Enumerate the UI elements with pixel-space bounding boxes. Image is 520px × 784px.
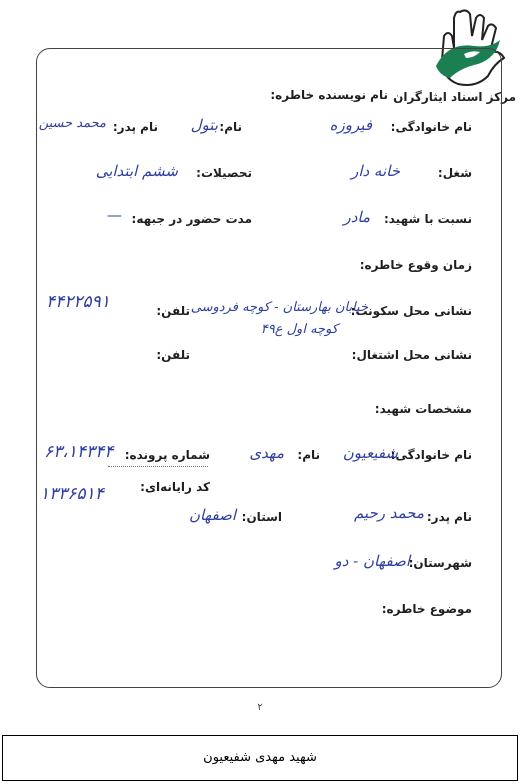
front-duration-value: — <box>107 206 122 224</box>
computer-code-value: ۱۳۳۶۵۱۴ <box>40 484 104 504</box>
relation-label: نسبت با شهید: <box>383 212 472 226</box>
memory-subject-label: موضوع خاطره: <box>381 602 472 616</box>
logo-text: مرکز اسناد ایثارگران <box>393 90 516 104</box>
narrator-father-value: محمد حسین <box>38 116 106 131</box>
education-value: ششم ابتدایی <box>95 162 178 180</box>
narrator-name-value: بتول <box>190 116 218 134</box>
martyr-family-value: شفیعیون <box>342 444 398 462</box>
martyr-father-value: محمد رحیم <box>353 504 424 522</box>
narrator-family-label: نام خانوادگی: <box>390 120 472 134</box>
education-label: تحصیلات: <box>196 166 252 180</box>
city-label: شهرستان: <box>408 556 472 570</box>
province-value: اصفهان <box>189 506 236 524</box>
computer-code-label: کد رایانه‌ای: <box>140 480 210 494</box>
form-frame <box>36 48 502 688</box>
narrator-label: نام نویسنده خاطره: <box>270 88 388 102</box>
martyr-father-label: نام پدر: <box>426 510 472 524</box>
relation-value: مادر <box>343 208 370 226</box>
front-duration-label: مدت حضور در جبهه: <box>131 212 252 226</box>
phone-value-1: ۴۴۲۲۵۹۱ <box>46 292 110 312</box>
martyr-name-label: نام: <box>297 448 320 462</box>
job-label: شغل: <box>437 166 472 180</box>
job-value: خانه دار <box>351 162 400 180</box>
page-number: ۲ <box>257 702 263 713</box>
province-label: استان: <box>241 510 282 524</box>
martyr-section-label: مشخصات شهید: <box>374 402 472 416</box>
caption-box <box>2 735 518 781</box>
city-value: اصفهان - دو <box>334 552 410 570</box>
phone-label-2: تلفن: <box>156 348 190 362</box>
file-number-line <box>108 466 208 467</box>
work-label: نشانی محل اشتغال: <box>351 348 472 362</box>
file-number-value: ۶۳،۱۴۳۴۴ <box>44 442 114 462</box>
martyr-family-label: نام خانوادگی: <box>390 448 472 462</box>
residence-value-2: کوچه اول ع۴۹ <box>260 322 338 337</box>
residence-value-1: خیابان بهارستان - کوچه فردوسی <box>190 300 368 315</box>
narrator-name-label: نام: <box>219 120 242 134</box>
phone-label-1: تلفن: <box>156 304 190 318</box>
file-number-label: شماره پرونده: <box>124 448 210 462</box>
narrator-family-value: فیروزه <box>329 116 372 134</box>
martyr-name-value: مهدی <box>249 444 284 462</box>
residence-label: نشانی محل سکونت: <box>350 304 472 318</box>
caption-text: شهید مهدی شفیعیون <box>203 750 317 765</box>
time-label: زمان وقوع خاطره: <box>359 258 472 272</box>
narrator-father-label: نام پدر: <box>112 120 158 134</box>
